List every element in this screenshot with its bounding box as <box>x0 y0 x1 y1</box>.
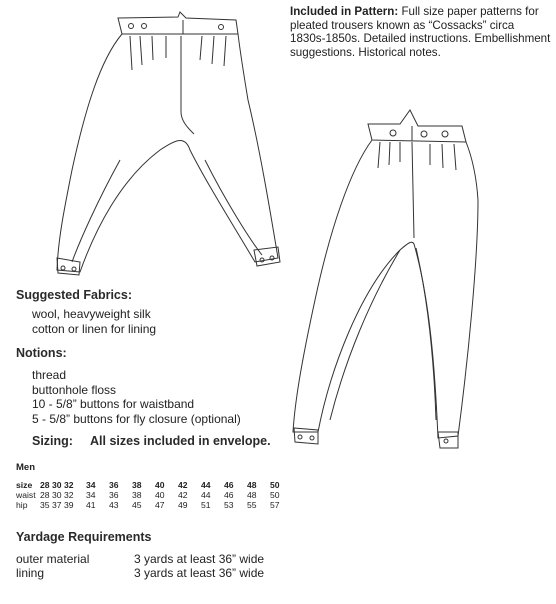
yardage-item: outer material <box>16 552 90 566</box>
fabrics-heading: Suggested Fabrics: <box>16 288 132 302</box>
size-table <box>16 480 284 510</box>
hip-cell: 49 <box>178 500 188 510</box>
size-cell: 28 <box>40 480 50 490</box>
fabric-item: cotton or linen for lining <box>32 321 157 336</box>
waist-cell: 30 <box>52 490 62 500</box>
size-cell: 32 <box>64 480 74 490</box>
yardage-amount: 3 yards at least 36” wide <box>134 566 265 580</box>
waist-cell: 46 <box>224 490 234 500</box>
hip-cell: 45 <box>132 500 142 510</box>
size-cell: 38 <box>132 480 142 490</box>
waist-cell: 40 <box>155 490 165 500</box>
yardage-amount: 3 yards at least 36” wide <box>134 552 265 566</box>
waist-cell: 38 <box>132 490 142 500</box>
hip-cell: 43 <box>109 500 119 510</box>
size-cell: 50 <box>270 480 280 490</box>
size-cell: 36 <box>109 480 119 490</box>
size-row-label: size <box>16 480 33 490</box>
size-table-title: Men <box>16 462 35 473</box>
fabric-item: wool, heavyweight silk <box>32 307 151 321</box>
waist-cell: 34 <box>86 490 96 500</box>
size-cell: 46 <box>224 480 234 490</box>
yardage-item: lining <box>16 566 45 580</box>
waist-cell: 28 <box>40 490 50 500</box>
waist-cell: 42 <box>178 490 188 500</box>
hip-cell: 35 <box>40 500 50 510</box>
notion-item: thread <box>32 368 67 382</box>
waist-cell: 48 <box>247 490 257 500</box>
hip-cell: 51 <box>201 500 211 510</box>
hip-row <box>16 500 284 510</box>
hip-cell: 37 <box>52 500 62 510</box>
hip-cell: 39 <box>64 500 74 510</box>
size-cell: 42 <box>178 480 188 490</box>
fabrics-list <box>32 307 156 336</box>
waist-row <box>16 490 284 500</box>
notion-item: buttonhole floss <box>32 382 117 397</box>
waist-cell: 50 <box>270 490 280 500</box>
notions-heading: Notions: <box>16 346 67 360</box>
yardage-heading: Yardage Requirements <box>16 530 152 544</box>
notion-item: 10 - 5/8” buttons for waistband <box>32 397 195 411</box>
notion-item: 5 - 5/8” buttons for fly closure (optional) <box>32 411 241 426</box>
size-row <box>16 480 284 490</box>
hip-cell: 41 <box>86 500 96 510</box>
waist-row-label: waist <box>16 490 36 500</box>
waist-cell: 32 <box>64 490 74 500</box>
sizing-text: All sizes included in envelope. <box>90 434 271 448</box>
included-in-pattern <box>290 5 552 59</box>
size-cell: 40 <box>155 480 165 490</box>
size-cell: 34 <box>86 480 96 490</box>
hip-row-label: hip <box>16 500 28 510</box>
hip-cell: 57 <box>270 500 280 510</box>
waist-cell: 44 <box>201 490 211 500</box>
size-cell: 48 <box>247 480 257 490</box>
hip-cell: 53 <box>224 500 234 510</box>
size-cell: 44 <box>201 480 211 490</box>
hip-cell: 55 <box>247 500 257 510</box>
included-heading: Included in Pattern: <box>290 5 399 18</box>
included-text: Full size paper patterns for pleated trousers known as “Cossacks” circa 1830s-1850s. Detailed instructions. Embellishment suggestions. Historical notes. <box>290 5 551 59</box>
size-cell: 30 <box>52 480 62 490</box>
notions-list <box>32 368 241 426</box>
waist-cell: 36 <box>109 490 119 500</box>
hip-cell: 47 <box>155 500 165 510</box>
sizing-label: Sizing: <box>32 434 73 448</box>
